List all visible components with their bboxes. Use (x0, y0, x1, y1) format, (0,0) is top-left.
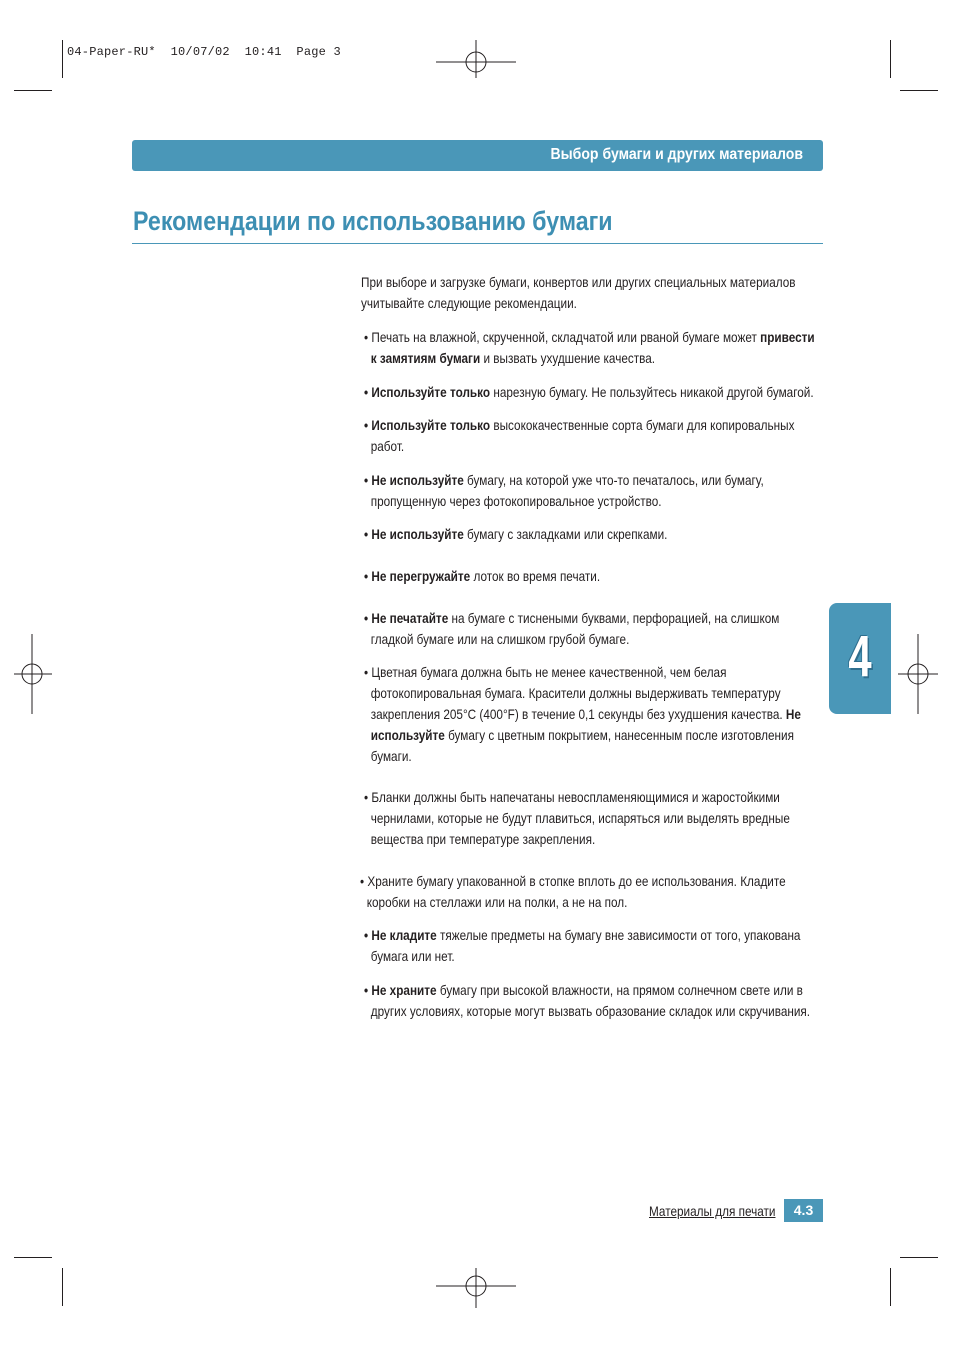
list-item-text: фотокопировальная бумага. Красители должны выдерживать температуру (370, 685, 781, 701)
page-title: Рекомендации по использованию бумаги (133, 206, 613, 236)
list-item-line (364, 946, 800, 967)
list-item-line (364, 348, 815, 369)
list-item-text: бумагу с закладками или скрепками. (463, 526, 668, 542)
list-item-text: на бумаге с тиснеными буквами, перфорацией, на слишком (448, 610, 780, 626)
list-item-text: • Бланки должны быть напечатаны невоспламеняющимися и жаростойкими (364, 789, 780, 805)
emphasis-text: привести (760, 329, 815, 345)
list-item-line (364, 382, 814, 403)
list-item-line (364, 662, 801, 683)
list-item (364, 662, 801, 767)
list-item-text: бумагу при высокой влажности, на прямом солнечном свете или в (436, 982, 803, 998)
list-item-line (364, 1001, 810, 1022)
list-item-line (364, 925, 800, 946)
intro-paragraph (361, 272, 796, 314)
list-item-line (364, 725, 801, 746)
emphasis-text: используйте (370, 727, 445, 743)
list-item-text: лоток во время печати. (470, 568, 601, 584)
registration-mark-bottom (436, 1246, 516, 1326)
list-item-line (364, 327, 815, 348)
list-item-text: гладкой бумаге или на слишком грубой бумаге. (370, 631, 630, 647)
list-item-text: высококачественные сорта бумаги для копировальных (490, 417, 795, 433)
list-item-line (364, 704, 801, 725)
list-item (364, 608, 779, 650)
list-item-text: чернилами, которые не будут плавиться, испаряться или выделять вредные (370, 810, 790, 826)
emphasis-text: • Не храните (364, 982, 437, 998)
list-item-line (364, 415, 794, 436)
emphasis-text: • Используйте только (364, 417, 491, 433)
list-item-line (360, 871, 786, 892)
section-header-bar (132, 140, 823, 171)
list-item-text: пропущенную через фотокопировальное устройство. (370, 493, 662, 509)
list-item-line (364, 787, 790, 808)
list-item-text: бумага или нет. (370, 948, 455, 964)
list-item-line (364, 608, 779, 629)
list-item-text: • Печать на влажной, скрученной, складчатой или рваной бумаге может (364, 329, 761, 345)
list-item-line (364, 436, 794, 457)
emphasis-text: • Не кладите (364, 927, 437, 943)
list-item-line (364, 829, 790, 850)
intro-line: учитывайте следующие рекомендации. (361, 295, 577, 311)
list-item-text: тяжелые предметы на бумагу вне зависимости от того, упакована (436, 927, 801, 943)
list-item-text: бумагу с цветным покрытием, нанесенным после изготовления (444, 727, 794, 743)
list-item (364, 470, 764, 512)
list-item-text: и вызвать ухудшение качества. (480, 350, 656, 366)
footer-section-label: Материалы для печати (649, 1203, 776, 1219)
emphasis-text: • Не печатайте (364, 610, 449, 626)
section-header-title: Выбор бумаги и других материалов (550, 146, 803, 163)
list-item (364, 925, 800, 967)
list-item (364, 524, 667, 545)
list-item-line (364, 808, 790, 829)
list-item (364, 415, 794, 457)
list-item-text: нарезную бумагу. Не пользуйтесь никакой другой бумагой. (490, 384, 814, 400)
chapter-number: 4 (848, 624, 872, 689)
list-item-line (364, 629, 779, 650)
list-item-line (364, 470, 764, 491)
title-underline (132, 243, 823, 244)
emphasis-text: к замятиям бумаги (370, 350, 481, 366)
list-item-line (360, 892, 786, 913)
list-item-line (364, 491, 764, 512)
list-item-line (364, 980, 810, 1001)
list-item (360, 871, 786, 913)
intro-line: При выборе и загрузке бумаги, конвертов или других специальных материалов (361, 274, 796, 290)
list-item (364, 382, 814, 403)
emphasis-text: • Не используйте (364, 526, 464, 542)
list-item (364, 787, 790, 850)
list-item-text: • Храните бумагу упакованной в стопке вплоть до ее использования. Кладите (360, 873, 786, 889)
list-item (364, 980, 810, 1022)
list-item-line (364, 683, 801, 704)
page-number-badge: 4.3 (784, 1199, 823, 1222)
list-item-text: бумагу, на которой уже что-то печаталось, или бумагу, (463, 472, 764, 488)
list-item-text: закрепления 205°C (400°F) в течение 0,1 секунды без ухудшения качества. (370, 706, 786, 722)
registration-mark-top (436, 22, 516, 102)
list-item-text: работ. (370, 438, 405, 454)
registration-mark-left (0, 634, 72, 714)
list-item-text: коробки на стеллажи или на полки, а не на пол. (366, 894, 628, 910)
list-item-line (364, 746, 801, 767)
list-item-text: бумаги. (370, 748, 412, 764)
print-slug: 04-Paper-RU* 10/07/02 10:41 Page 3 (67, 45, 341, 59)
list-item (364, 327, 815, 369)
emphasis-text: • Используйте только (364, 384, 491, 400)
list-item-line (364, 566, 600, 587)
emphasis-text: Не (785, 706, 801, 722)
emphasis-text: • Не используйте (364, 472, 464, 488)
list-item-text: • Цветная бумага должна быть не менее качественной, чем белая (364, 664, 727, 680)
list-item-line (364, 524, 667, 545)
chapter-tab (829, 603, 891, 714)
emphasis-text: • Не перегружайте (364, 568, 471, 584)
list-item (364, 566, 600, 587)
list-item-text: других условиях, которые могут вызвать образование складок или скручивания. (370, 1003, 811, 1019)
list-item-text: вещества при температуре закрепления. (370, 831, 596, 847)
